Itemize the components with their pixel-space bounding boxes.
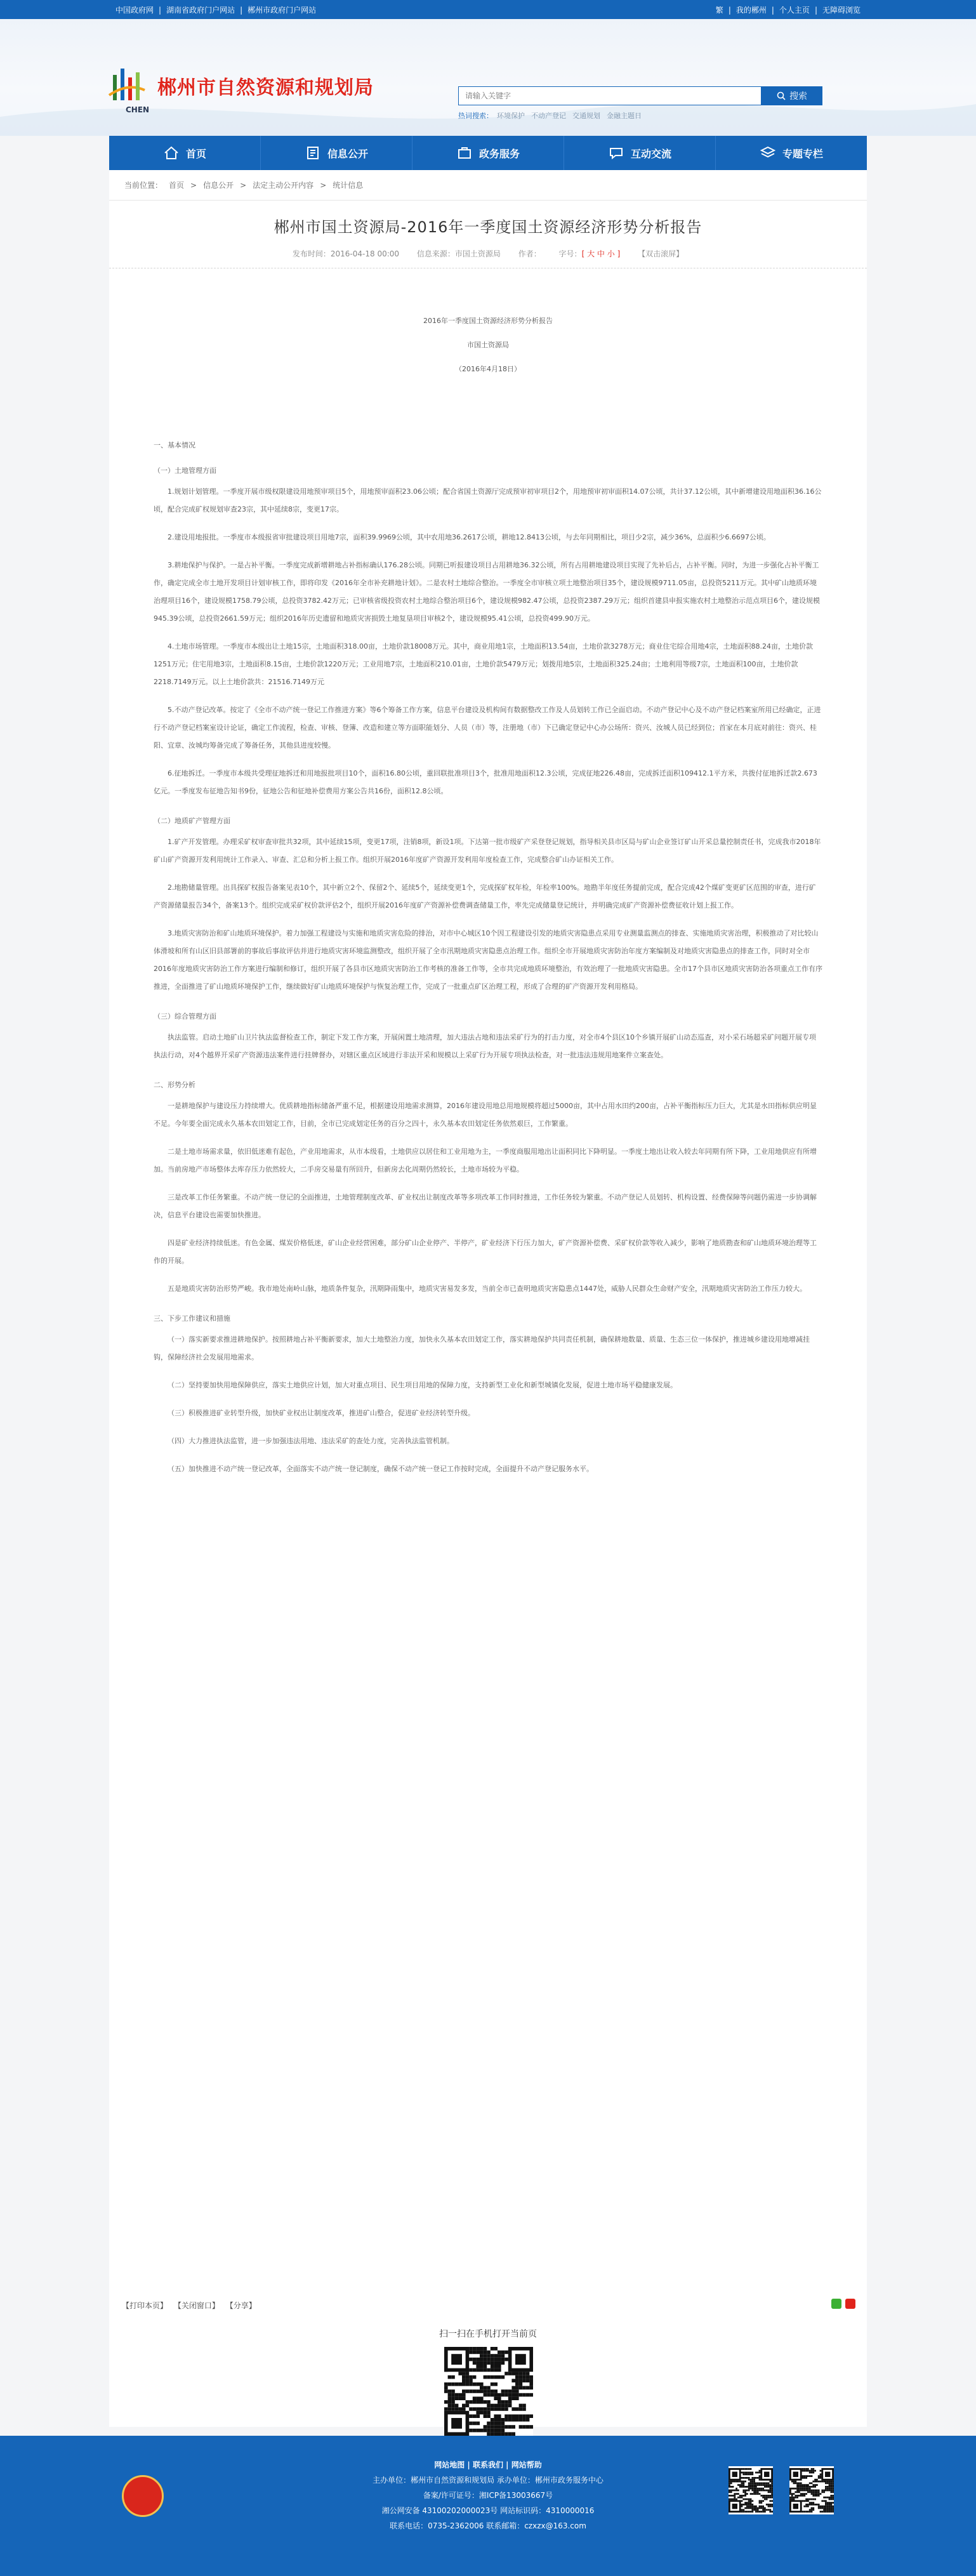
search-box [458,86,822,105]
hot-word[interactable]: 交通规划 [572,112,600,120]
footer-qr-weibo [729,2466,773,2514]
nav-item-2[interactable] [261,136,412,170]
layers-icon [760,145,776,161]
font-small[interactable]: 小 [607,249,615,258]
font-size-switch: 字号：[ 大 中 小 ] [558,249,621,258]
paragraph: 五是地质灾害防治形势严峻。我市地处南岭山脉，地质条件复杂，汛期降雨集中，地质灾害易发多发，当前全市已查明地质灾害隐患点1447处，威胁人民群众生命财产安全，汛期地质灾害防治工作压力较大。 [168,1285,807,1293]
paragraph: （一）落实新要求推进耕地保护。按照耕地占补平衡新要求，加大土地整治力度，加快永久基本农田划定工作，落实耕地保护共同责任机制，确保耕地数量、质量、生态三位一体保护，推进城乡建设用地增减挂钩，保障经济社会发展用地需求。 [154,1335,810,1361]
paragraph: 5.不动产登记改革。按定了《全市不动产统一登记工作推进方案》等6个筹备工作方案，信息平台建设及机构间有数据整改工作及人员划转工作已全面启动。不动产登记中心及不动产登记档案室所用已经确定，正进行不动产登记档案室设计论证，确定工作流程，检查、审核、登簿、改造和建立等方面职能划分、人员（市）等，注册地（市）下已确定登记中心办公场所：资兴、汝城人员已经到位；首家在本月底对前往：资兴、桂阳、宜章、汝城均筹备完成了筹备任务，其他县进度较慢。 [154,706,821,750]
chat-icon [608,145,624,161]
footer-police: 湘公网安备 43100202000023号 网站标识码：4310000016 [381,2506,595,2515]
hot-word[interactable]: 环境保护 [497,112,525,120]
paragraph: （五）加快推进不动产统一登记改革，全面落实不动产统一登记制度，确保不动产统一登记工作按时完成，全面提升不动产登记服务水平。 [168,1465,593,1473]
paragraph: 二是土地市场需求量，依旧低迷难有起色，产业用地需求，从市本级看，土地供应以居住和工业用地为主，一季度商服用地出让面积同比下降明显。一季度土地出让收入较去年同期有所下降，工业用地供应有所增加。当前房地产市场整体去库存压力依然较大，二手房交易量有所回升，但新房去化周期仍然较长，土地市场较为平稳。 [154,1147,817,1173]
footer-qr-wechat [789,2466,834,2514]
font-large[interactable]: 大 [587,249,595,258]
article-container [109,201,867,2427]
font-medium[interactable]: 中 [597,249,605,258]
breadcrumb-separator: > [240,180,247,190]
author: 作者： [518,249,541,258]
article-title: 郴州市国土资源局-2016年一季度国土资源经济形势分析报告 [274,218,702,236]
separator: | [240,5,243,15]
wechat-share-icon[interactable] [831,2299,841,2309]
nav-label: 信息公开 [327,147,368,160]
hot-word[interactable]: 不动产登记 [531,112,566,120]
section-heading: 三、下步工作建议和措施 [154,1314,230,1323]
top-link[interactable]: 中国政府网 [115,5,154,15]
paragraph: （二）坚持要加快用地保障供应，落实土地供应计划，加大对重点项目、民生项目用地的保障力度，支持新型工业化和新型城镇化发展，促进土地市场平稳健康发展。 [168,1381,677,1389]
footer-contact: 联系电话：0735-2362006 联系邮箱：czxzx@163.com [390,2521,586,2530]
top-right-link[interactable]: 我的郴州 [735,5,767,15]
site-footer [0,2436,976,2576]
footer-links[interactable]: 网站地图 | 联系我们 | 网站帮助 [434,2460,542,2469]
paragraph: 2.建设用地报批。一季度市本级报省审批建设项目用地7宗，面积39.9969公顷，其中农用地36.2617公顷，耕地12.8413公顷，与去年同期相比，项目少2宗，减少36%，总面积少6.6697公顷。 [168,533,770,541]
search-button[interactable] [762,86,822,105]
breadcrumb-separator: > [320,180,327,190]
top-right-link[interactable]: 繁 [715,5,723,15]
qr-label: 扫一扫在手机打开当前页 [439,2329,537,2339]
separator: | [771,5,774,15]
search-input[interactable] [458,86,762,105]
nav-item-1[interactable] [109,136,261,170]
logo-emblem [108,63,147,108]
separator: | [814,5,817,15]
print-page-link[interactable]: 【打印本页】 [122,2301,168,2310]
footer-organizer: 主办单位：郴州市自然资源和规划局 承办单位：郴州市政务服务中心 [373,2476,603,2485]
paragraph: 1.矿产开发管理。办理采矿权审查审批共32项，其中延续15项，变更17项，注销8项，新设1项。下达第一批市级矿产采登登记规划，指导相关县市区局与矿山企业签订矿山开采总量控制责任书，完成我市2018年矿山矿产资源开发利用统计工作录入、审查、汇总和分析上报工作。组织开展2016年度矿产资源开发利用年度检查工作，完成整合矿山办证相关工作。 [154,838,821,864]
site-title: 郴州市自然资源和规划局 [157,77,374,99]
paragraph: 一是耕地保护与建设压力持续增大。优质耕地指标储备严重不足，根据建设用地需求测算，2016年建设用地总用地规模将超过5000亩，其中占用水田约200亩，占补平衡指标压力巨大，尤其是水田指标供应明显不足。今年要全面完成永久基本农田划定工作，目前，全市已完成划定任务的百分之四十，永久基本农田划定任务依然艰巨，工作繁重。 [154,1102,817,1128]
nav-label: 政务服务 [478,147,520,160]
nav-label: 互动交流 [630,147,671,160]
info-source: 信息来源：市国土资源局 [416,249,501,258]
section-heading: 二、形势分析 [154,1081,195,1089]
search-icon [777,91,786,100]
top-link[interactable]: 郴州市政府门户网站 [247,5,317,15]
top-right-link[interactable]: 个人主页 [779,5,810,15]
article-intro-line: 市国土资源局 [467,341,509,349]
paragraph: 四是矿业经济持续低迷。有色金属、煤炭价格低迷，矿山企业经营困难，部分矿山企业停产、半停产，矿业经济下行压力加大，矿产资源补偿费、采矿权价款等收入减少，影响了地质勘查和矿山地质环境治理等工作的开展。 [154,1239,817,1265]
article-meta [109,248,867,259]
service-icon [456,145,473,161]
paragraph: 3.地质灾害防治和矿山地质环境保护。着力加强工程建设与实施和地质灾害危险的排治，对市中心城区10个因工程建设引发的地质灾害隐患点采用专业测量监测点的排查、实施地质灾害治理，积极推动了对比较山体滑坡和所有山区旧县部署前的事故后事故评估并进行地质灾害环境监测整改，组织开展了全市汛期地质灾害隐患点治理工作。组织全市开展地质灾害防治年度方案编制及对地质灾害隐患点的排查工作，同时对全市2016年度地质灾害防治工作方案进行编制和修订，组织开展了各县市区地质灾害防治工作考核的准备工作等，全市共完成地质环境整治，有效治理了一批地质灾害隐患。全市17个县市区地质灾害防治各项重点工作有序推进，全面推进了矿山地质环境保护工作，继续做好矿山地质环境保护与恢复治理工作，完成了一批重点矿区治理工程，形成了合理的矿产资源开发利用格局。 [154,929,822,991]
breadcrumb-item[interactable]: 统计信息 [333,181,364,190]
section-heading: 一、基本情况 [154,441,195,449]
info-icon [305,145,321,161]
nav-label: 首页 [185,147,206,160]
nav-item-5[interactable] [716,136,867,170]
hot-word[interactable]: 金融主题日 [607,112,642,120]
breadcrumb-item[interactable]: 信息公开 [203,181,234,190]
breadcrumb-item[interactable]: 首页 [169,181,185,190]
top-bar [0,0,976,19]
paragraph: 2.地勘储量管理。出具探矿权报告备案见表10个，其中新立2个、保留2个、延续5个，延续变更1个，完成探矿权年检，年检率100%。地勘半年度任务提前完成，配合完成42个煤矿变更矿区范围的审查，进行矿产资源储量报告34个，备案13个。组织完成采矿权价款评估2个，组织开展2016年度矿产资源补偿费调查储量工作，率先完成储量登记统计，并明确完成矿产资源补偿费征收计划上报工作。 [154,883,816,909]
paragraph: 4.土地市场管理。一季度市本级出让土地15宗，土地面积318.00亩，土地价款18008万元。其中，商业用地1宗，土地面积13.54亩，土地价款3278万元；商业住宅综合用地4宗，土地面积88.24亩，土地价款1251万元；住宅用地3宗，土地面积8.15亩，土地价款1220万元；工业用地7宗，土地面积210.01亩，土地价款5479万元；划拨用地5宗，土地面积325.24亩；土地利用等级7宗，土地面积100亩，土地价款2218.7149万元。以上土地价款共：21516.7149万元 [154,642,813,686]
main-nav [109,136,867,170]
breadcrumb-item[interactable]: 法定主动公开内容 [253,181,314,190]
paragraph: 6.征地拆迁。一季度市本级共受理征地拆迁和用地报批项目10个，面积16.80公顷，重回联批准项目3个，批准用地面积12.3公顷，完成征地226.48亩，完成拆迁面积109412.1平方米，共拨付征地拆迁款2.673亿元。一季度发布征地告知书9份，征地公告和征地补偿费用方案公告共16份，面积12.8公顷。 [154,769,817,795]
paragraph: 三是改革工作任务繁重。不动产统一登记的全面推进，土地管理制度改革、矿业权出让制度改革等多项改革工作同时推进，工作任务较为繁重。不动产登记人员划转、机构设置、经费保障等问题仍需进一步协调解决，信息平台建设也需要加快推进。 [154,1193,817,1219]
top-right-link[interactable]: 无障碍浏览 [822,5,861,15]
footer-icp: 备案/许可证号：湘ICP备13003667号 [423,2491,553,2500]
publish-date: 发布时间：2016-04-18 00:00 [292,249,400,258]
close-window-link[interactable]: 【关闭窗口】 [173,2301,220,2310]
hot-words-label: 热词搜索： [458,112,493,120]
spacer [154,374,822,425]
paragraph: （四）大力推进执法监管，进一步加强违法用地、违法采矿的查处力度，完善执法监管机制。 [168,1437,454,1445]
search-button-label: 搜索 [789,91,807,102]
scroll-toggle[interactable]: 【双击滚屏】 [638,249,684,258]
hot-words [458,110,654,121]
nav-item-3[interactable] [412,136,564,170]
paragraph: 3.耕地保护与保护。一是占补平衡。一季度完成新增耕地占补指标确认176.28公顷。同期已听报建设项目占用耕地36.32公顷，所有占用耕地建设项目实现了先补后占，占补平衡。同时，为进一步强化占补平衡工作，确定完成全市土地开发项目计划审核工作，即将印发《2016年全市补充耕地计划》。二是农村土地综合整治。一季度全市审核立项土地整治项目35个，建设规模9711.05亩，总投资5211万元。其中矿山地质环境治理项目16个，建设规模1758.79公顷，总投资3782.42万元；已审核省级投资农村土地综合整治项目6个，建设规模982.47公顷，总投资2387.29万元；组织首建县申报实施农村土地整治示范点项目6个，建设规模945.39公顷，总投资2661.59万元；组织2016年历史遗留和地质灾害损毁土地复垦项目审核2个，建设规模95.41公顷，总投资499.90万元。 [154,561,820,623]
share-icons [831,2299,855,2309]
nav-label: 专题专栏 [782,147,823,160]
logo-text: CHEN [126,105,150,114]
share-link[interactable]: 【分享】 [225,2301,256,2310]
top-link[interactable]: 湖南省政府门户网站 [166,5,235,15]
page-qr-code [444,2347,533,2436]
section-heading: （三）综合管理方面 [154,1012,216,1020]
breadcrumb-label: 当前位置： [124,181,163,190]
paragraph: 1.规划计划管理。一季度开展市级权限建设用地预审项目5个，用地预审面积23.06公顷；配合省国土资源厅完成预审初审项目2个，用地预审初审面积14.07公顷，共计37.12公顷，其中新增建设用地面积36.16公顷，配合完成矿权规划审查23宗，其中延续8宗，变更17宗。 [154,487,822,513]
article-actions [122,2300,260,2311]
article-body [109,315,867,1478]
article-intro-line: （2016年4月18日） [455,365,521,373]
breadcrumb [109,170,867,201]
home-icon [163,145,180,161]
paragraph: 执法监管。启动土地矿山卫片执法监督检查工作，制定下发工作方案，开展闲置土地清理，加大违法占地和违法采矿行为的打击力度，对全市4个县区10个乡镇开展矿山动态巡查，对小采石场超采矿问题开展专项执法行动，对4个越界开采矿产资源违法案件进行挂牌督办，对辖区重点区域进行非法开采和规模以上采矿行为开展专项执法检查，对一批违法违规用地案件立案查处。 [154,1033,816,1059]
paragraph: （三）积极推进矿业转型升级，加快矿业权出让制度改革，推进矿山整合，促进矿业经济转型升级。 [168,1409,475,1417]
breadcrumb-separator: > [190,180,197,190]
section-heading: （二）地质矿产管理方面 [154,817,230,825]
site-header [0,19,976,136]
nav-item-4[interactable] [564,136,716,170]
weibo-share-icon[interactable] [845,2299,855,2309]
section-heading: （一）土地管理方面 [154,466,216,475]
separator: | [159,5,162,15]
site-logo[interactable] [108,63,374,114]
article-intro-line: 2016年一季度国土资源经济形势分析报告 [423,317,553,325]
separator: | [728,5,731,15]
